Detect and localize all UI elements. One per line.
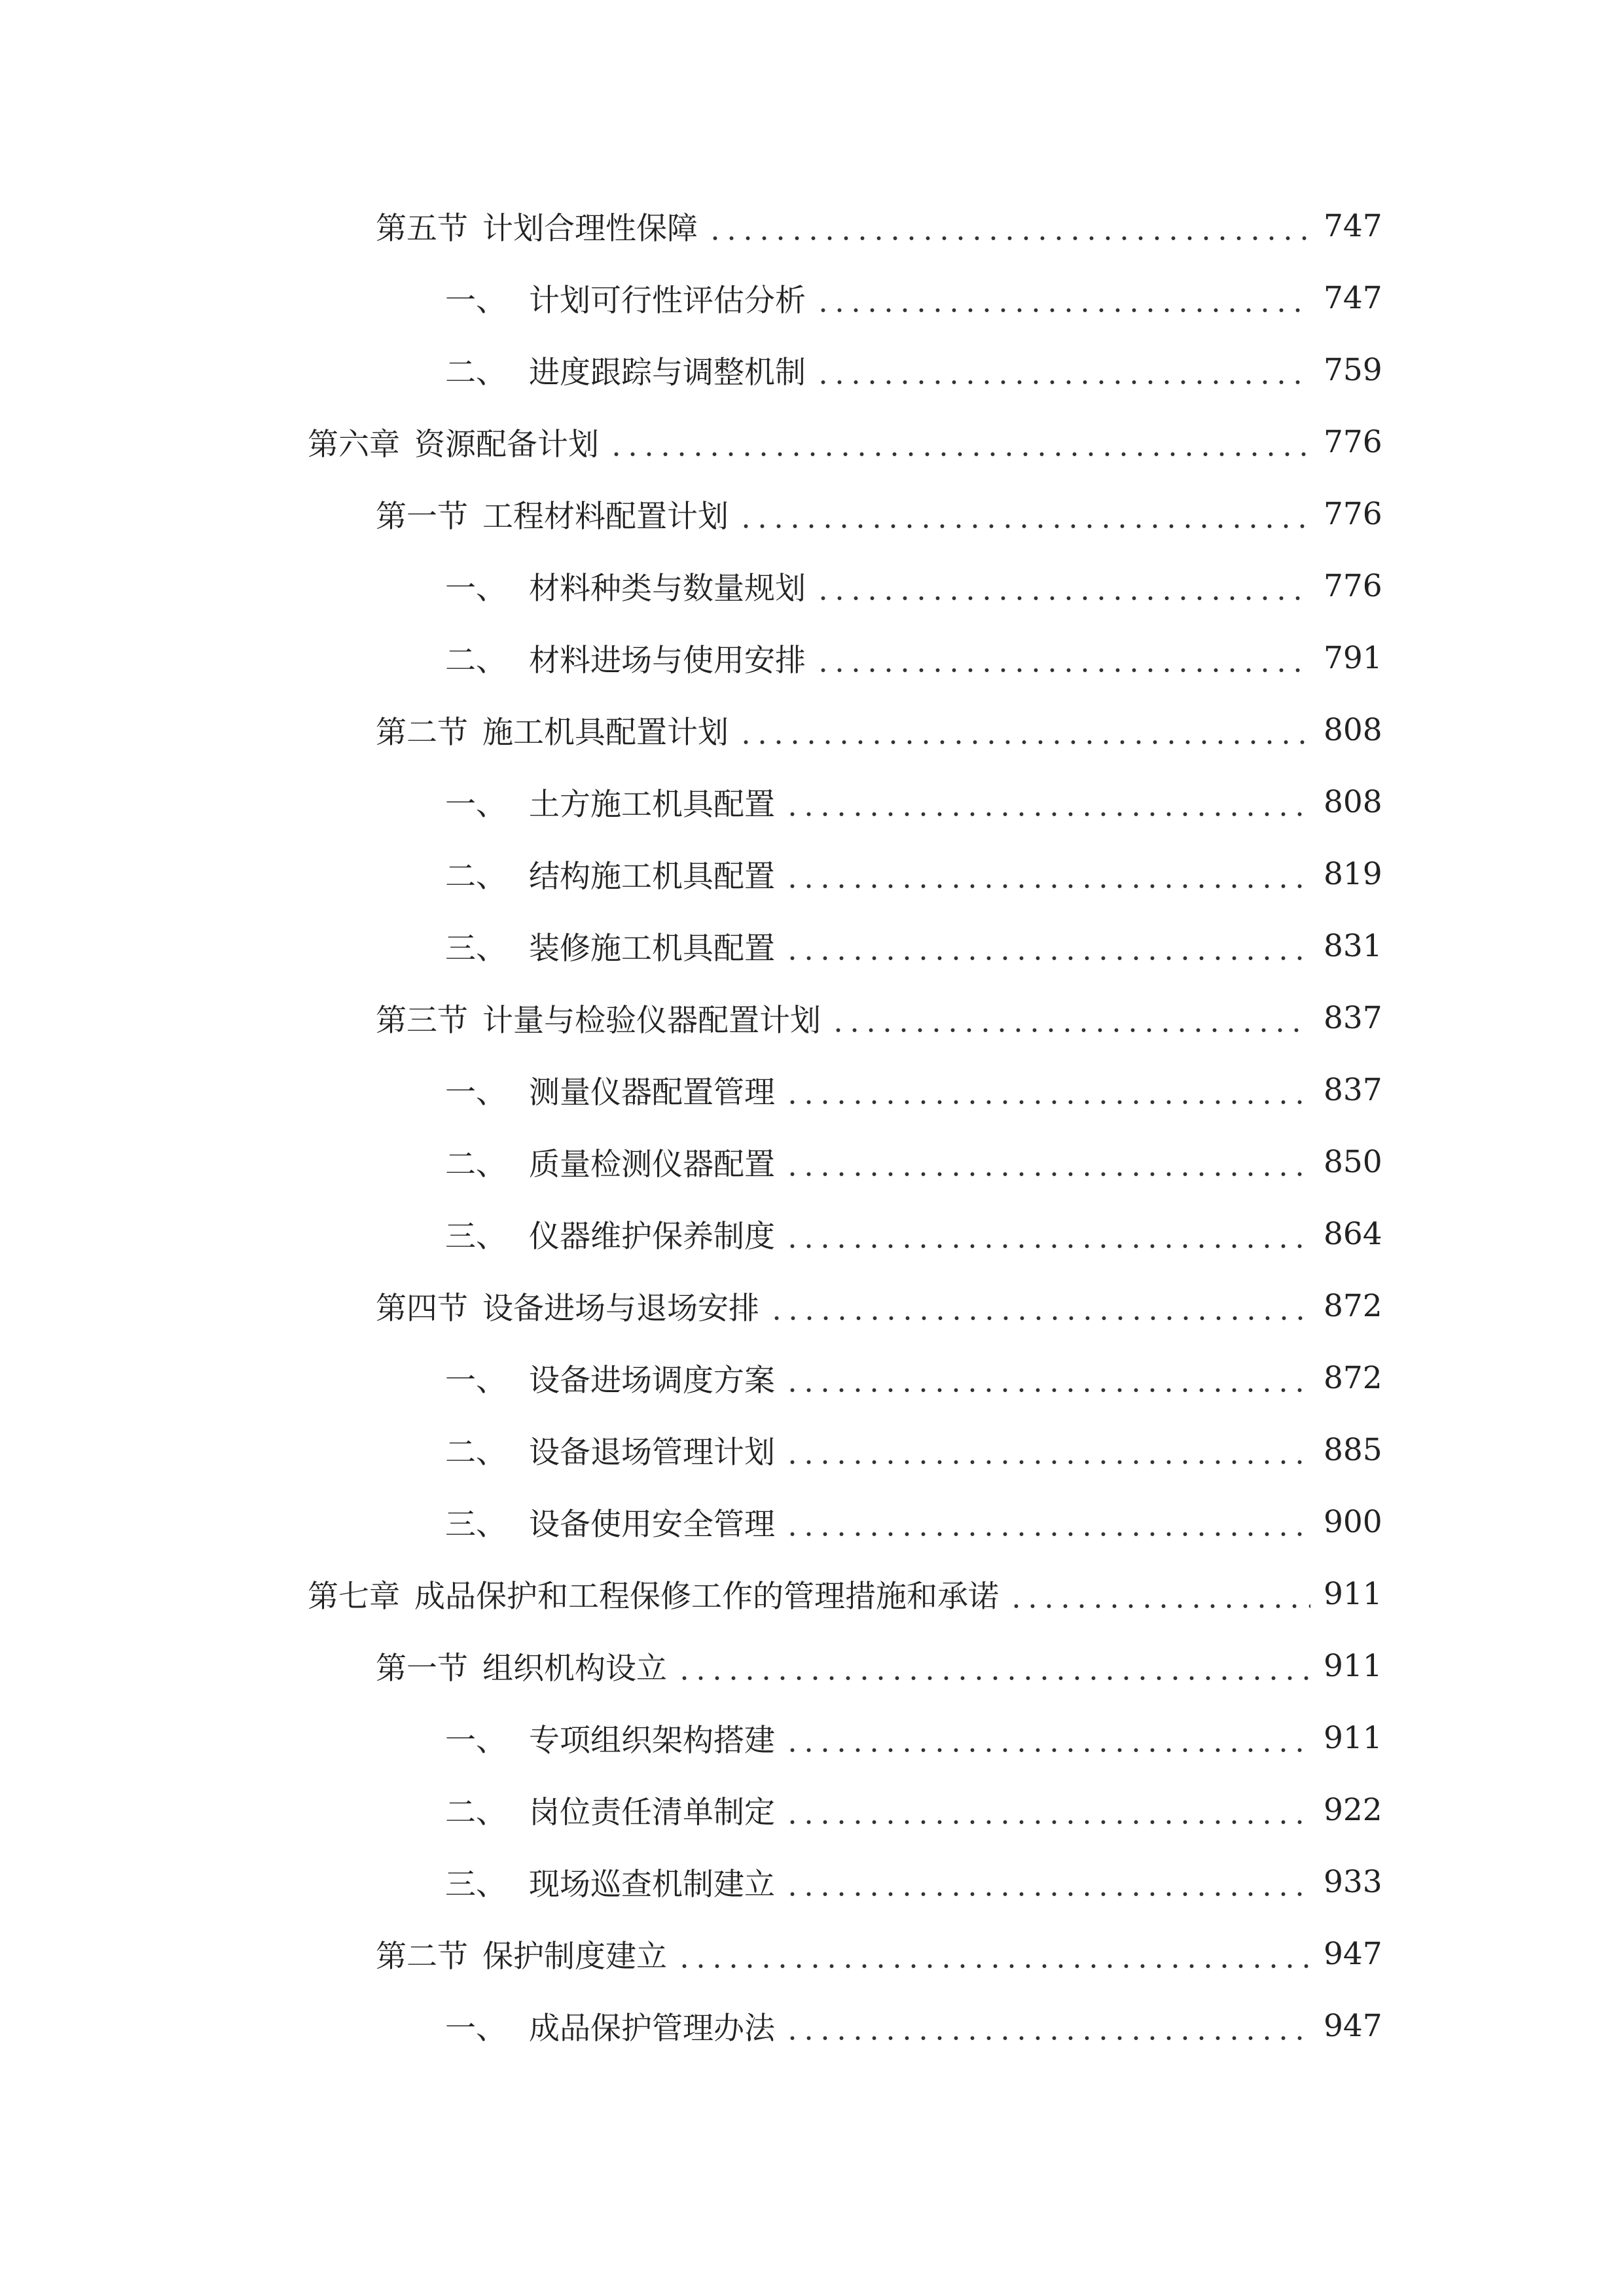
toc-entry-number: 一、 xyxy=(445,1362,507,1399)
toc-entry-page-number: 911 xyxy=(1324,1575,1382,1612)
toc-entry-title: 设备使用安全管理 xyxy=(529,1506,775,1543)
toc-entry-title: 结构施工机具配置 xyxy=(529,858,775,895)
toc-entry[interactable] xyxy=(308,478,1382,550)
toc-entry[interactable] xyxy=(308,334,1382,406)
toc-entry-number: 第二节 xyxy=(376,1938,468,1975)
dot-leader xyxy=(784,931,1310,961)
toc-entry-number: 二、 xyxy=(445,642,507,679)
toc-entry[interactable] xyxy=(308,1558,1382,1630)
toc-entry[interactable] xyxy=(308,1414,1382,1486)
toc-entry-title: 施工机具配置计划 xyxy=(482,714,729,751)
dot-leader xyxy=(815,643,1310,673)
toc-entry-page-number: 776 xyxy=(1324,423,1382,460)
toc-entry-number: 第二节 xyxy=(376,714,468,751)
toc-entry-number: 第五节 xyxy=(376,210,468,247)
dot-leader xyxy=(784,1147,1310,1177)
toc-entry-page-number: 759 xyxy=(1324,351,1382,388)
toc-entry[interactable] xyxy=(308,1918,1382,1990)
toc-entry[interactable] xyxy=(308,1486,1382,1558)
toc-entry-title: 设备进场调度方案 xyxy=(529,1362,775,1399)
toc-entry-page-number: 900 xyxy=(1324,1503,1382,1540)
dot-leader xyxy=(784,1723,1310,1753)
toc-entry-page-number: 872 xyxy=(1324,1359,1382,1396)
toc-entry-number: 第七章 xyxy=(308,1578,400,1615)
toc-entry-title: 计划合理性保障 xyxy=(482,210,698,247)
toc-entry-title: 组织机构设立 xyxy=(482,1650,667,1687)
dot-leader xyxy=(815,355,1310,386)
toc-entry-page-number: 831 xyxy=(1324,927,1382,964)
toc-entry[interactable] xyxy=(308,1990,1382,2062)
toc-entry-title: 专项组织架构搭建 xyxy=(529,1722,775,1759)
dot-leader xyxy=(707,211,1310,242)
toc-entry-page-number: 933 xyxy=(1324,1863,1382,1900)
dot-leader xyxy=(784,1867,1310,1897)
dot-leader xyxy=(676,1939,1310,1969)
toc-entry-title: 测量仪器配置管理 xyxy=(529,1074,775,1111)
toc-entry-page-number: 864 xyxy=(1324,1215,1382,1252)
toc-entry-number: 二、 xyxy=(445,1434,507,1471)
toc-entry-title: 工程材料配置计划 xyxy=(482,498,729,535)
toc-entry-page-number: 808 xyxy=(1324,783,1382,820)
toc-entry-title: 进度跟踪与调整机制 xyxy=(529,354,806,391)
dot-leader xyxy=(608,427,1310,457)
toc-entry-number: 二、 xyxy=(445,354,507,391)
toc-entry-title: 计量与检验仪器配置计划 xyxy=(482,1002,821,1039)
toc-entry-page-number: 791 xyxy=(1324,639,1382,676)
toc-entry-number: 第一节 xyxy=(376,1650,468,1687)
toc-entry-page-number: 947 xyxy=(1324,2007,1382,2044)
toc-entry-number: 三、 xyxy=(445,1506,507,1543)
toc-entry-title: 资源配备计划 xyxy=(414,426,599,463)
dot-leader xyxy=(784,2011,1310,2041)
toc-entry[interactable] xyxy=(308,1270,1382,1342)
toc-entry-title: 质量检测仪器配置 xyxy=(529,1146,775,1183)
dot-leader xyxy=(784,1363,1310,1393)
toc-entry-page-number: 872 xyxy=(1324,1287,1382,1324)
toc-entry-title: 仪器维护保养制度 xyxy=(529,1218,775,1255)
dot-leader xyxy=(784,1219,1310,1249)
toc-entry-number: 一、 xyxy=(445,1074,507,1111)
toc-entry[interactable] xyxy=(308,1198,1382,1270)
toc-entry[interactable] xyxy=(308,1846,1382,1918)
toc-entry[interactable] xyxy=(308,1774,1382,1846)
toc-entry-page-number: 776 xyxy=(1324,495,1382,532)
toc-entry-page-number: 947 xyxy=(1324,1935,1382,1972)
toc-entry-title: 岗位责任清单制定 xyxy=(529,1794,775,1831)
dot-leader xyxy=(738,499,1310,529)
dot-leader xyxy=(1008,1579,1310,1609)
dot-leader xyxy=(830,1003,1310,1033)
dot-leader xyxy=(676,1651,1310,1681)
toc-entry-title: 现场巡查机制建立 xyxy=(529,1866,775,1903)
toc-entry-number: 一、 xyxy=(445,1722,507,1759)
toc-entry-page-number: 776 xyxy=(1324,567,1382,604)
toc-entry-page-number: 837 xyxy=(1324,1071,1382,1108)
toc-entry-title: 设备退场管理计划 xyxy=(529,1434,775,1471)
toc-entry-number: 三、 xyxy=(445,1866,507,1903)
toc-entry-title: 材料种类与数量规划 xyxy=(529,570,806,607)
toc-entry-title: 成品保护管理办法 xyxy=(529,2010,775,2047)
dot-leader xyxy=(815,571,1310,601)
toc-entry[interactable] xyxy=(308,190,1382,262)
toc-entry[interactable] xyxy=(308,838,1382,910)
toc-entry-page-number: 911 xyxy=(1324,1719,1382,1756)
toc-entry-page-number: 819 xyxy=(1324,855,1382,892)
toc-entry-page-number: 885 xyxy=(1324,1431,1382,1468)
toc-entry-number: 三、 xyxy=(445,930,507,967)
toc-entry-page-number: 922 xyxy=(1324,1791,1382,1828)
toc-entry[interactable] xyxy=(308,1630,1382,1702)
toc-entry-page-number: 808 xyxy=(1324,711,1382,748)
toc-entry-number: 一、 xyxy=(445,786,507,823)
toc-entry[interactable] xyxy=(308,550,1382,622)
toc-entry-page-number: 747 xyxy=(1324,279,1382,316)
toc-entry-page-number: 911 xyxy=(1324,1647,1382,1684)
toc-entry-title: 土方施工机具配置 xyxy=(529,786,775,823)
dot-leader xyxy=(784,1795,1310,1825)
dot-leader xyxy=(738,715,1310,745)
toc-entry[interactable] xyxy=(308,694,1382,766)
toc-entry-title: 计划可行性评估分析 xyxy=(529,282,806,319)
dot-leader xyxy=(768,1291,1310,1321)
toc-entry-title: 装修施工机具配置 xyxy=(529,930,775,967)
toc-entry-number: 三、 xyxy=(445,1218,507,1255)
toc-entry-title: 成品保护和工程保修工作的管理措施和承诺 xyxy=(414,1578,999,1615)
toc-entry[interactable] xyxy=(308,1342,1382,1414)
toc-entry-page-number: 837 xyxy=(1324,999,1382,1036)
toc-entry[interactable] xyxy=(308,622,1382,694)
dot-leader xyxy=(815,283,1310,314)
toc-entry[interactable] xyxy=(308,1126,1382,1198)
toc-entry[interactable] xyxy=(308,1054,1382,1126)
toc-entry-title: 材料进场与使用安排 xyxy=(529,642,806,679)
toc-entry[interactable] xyxy=(308,406,1382,478)
toc-entry-number: 一、 xyxy=(445,282,507,319)
toc-entry[interactable] xyxy=(308,982,1382,1054)
toc-entry-title: 保护制度建立 xyxy=(482,1938,667,1975)
toc-entry-title: 设备进场与退场安排 xyxy=(482,1290,759,1327)
toc-entry-number: 一、 xyxy=(445,570,507,607)
toc-entry-number: 第四节 xyxy=(376,1290,468,1327)
toc-entry[interactable] xyxy=(308,1702,1382,1774)
dot-leader xyxy=(784,1435,1310,1465)
toc-entry-number: 二、 xyxy=(445,858,507,895)
dot-leader xyxy=(784,1075,1310,1105)
toc-entry-page-number: 747 xyxy=(1324,207,1382,244)
toc-entry[interactable] xyxy=(308,910,1382,982)
toc-entry-number: 一、 xyxy=(445,2010,507,2047)
toc-entry-number: 二、 xyxy=(445,1794,507,1831)
toc-entry-number: 第三节 xyxy=(376,1002,468,1039)
toc-entry[interactable] xyxy=(308,766,1382,838)
table-of-contents xyxy=(308,190,1382,2062)
toc-entry-number: 第一节 xyxy=(376,498,468,535)
toc-entry-number: 二、 xyxy=(445,1146,507,1183)
toc-entry[interactable] xyxy=(308,262,1382,334)
dot-leader xyxy=(784,787,1310,817)
dot-leader xyxy=(784,859,1310,889)
dot-leader xyxy=(784,1507,1310,1537)
toc-entry-page-number: 850 xyxy=(1324,1143,1382,1180)
toc-entry-number: 第六章 xyxy=(308,426,400,463)
